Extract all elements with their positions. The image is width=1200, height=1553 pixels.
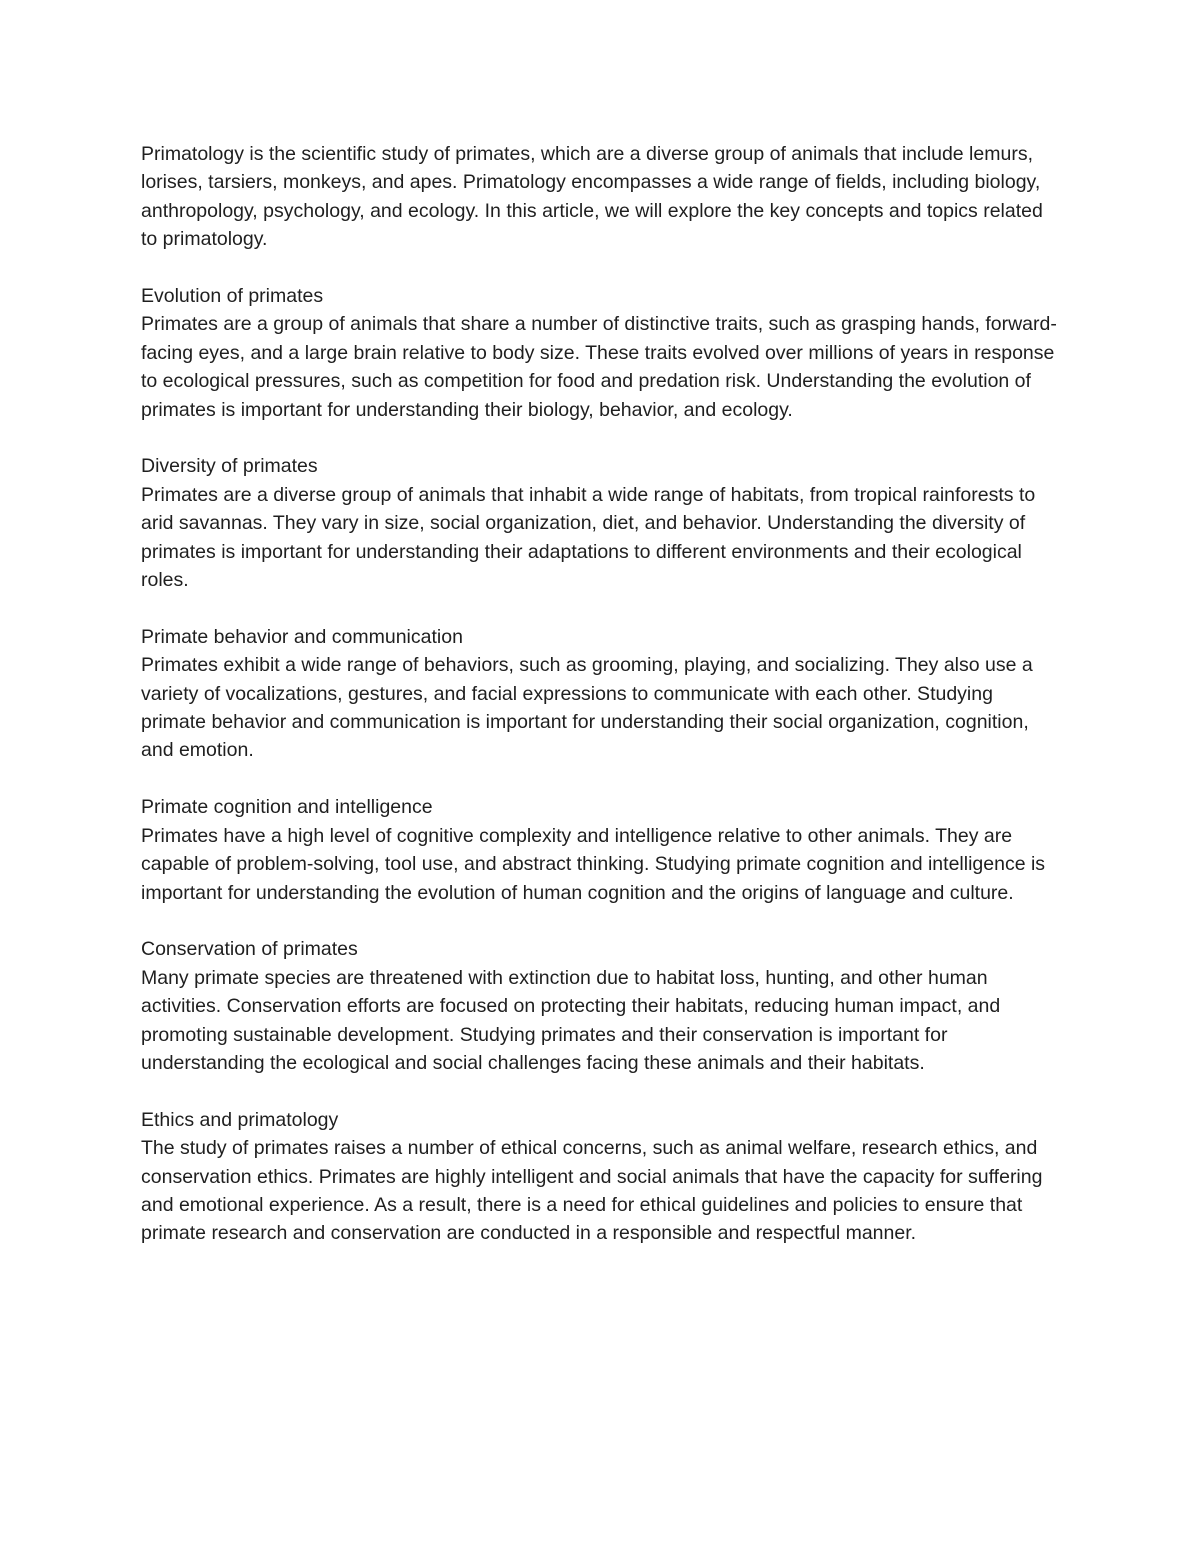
document-body [141, 140, 1061, 1276]
section-paragraph: The study of primates raises a number of ethical concerns, such as animal welfare, research ethics, and conservation ethics. Primates are highly intelligent and social animals that have the capacity for suffering and emotional experience. As a result, there is a need for ethical guidelines and policies to ensure that primate research and conservation are conducted in a responsible and respectful manner. [141, 1137, 1043, 1245]
section-cognition [141, 793, 1061, 907]
section-paragraph: Many primate species are threatened with extinction due to habitat loss, hunting, and other human activities. Conservation efforts are focused on protecting their habitats, reducing human impact, and promoting sustainable development. Studying primates and their conservation is important for understanding the ecological and social challenges facing these animals and their habitats. [141, 966, 1001, 1074]
section-heading: Diversity of primates [141, 455, 318, 478]
section-behavior [141, 623, 1061, 765]
section-heading: Primate cognition and intelligence [141, 796, 433, 819]
intro-paragraph: Primatology is the scientific study of primates, which are a diverse group of animals that include lemurs, lorises, tarsiers, monkeys, and apes. Primatology encompasses a wide range of fields, including biology, anthropology, psychology, and ecology. In this article, we will explore the key concepts and topics related to primatology. [141, 143, 1043, 251]
section-paragraph: Primates have a high level of cognitive complexity and intelligence relative to other animals. They are capable of problem-solving, tool use, and abstract thinking. Studying primate cognition and intelligence is important for understanding the evolution of human cognition and the origins of language and culture. [141, 824, 1046, 904]
section-heading: Conservation of primates [141, 938, 358, 961]
section-heading: Primate behavior and communication [141, 625, 463, 648]
section-paragraph: Primates exhibit a wide range of behaviors, such as grooming, playing, and socializing. They also use a variety of vocalizations, gestures, and facial expressions to communicate with each other. Studying primate behavior and communication is important for understanding their social organization, cognition, and emotion. [141, 654, 1033, 762]
section-conservation [141, 935, 1061, 1077]
section-ethics [141, 1106, 1061, 1248]
section-heading: Ethics and primatology [141, 1108, 339, 1131]
section-evolution [141, 282, 1061, 424]
section-diversity [141, 452, 1061, 594]
section-paragraph: Primates are a diverse group of animals that inhabit a wide range of habitats, from tropical rainforests to arid savannas. They vary in size, social organization, diet, and behavior. Understanding the diversity of primates is important for understanding their adaptations to different environments and their ecological roles. [141, 483, 1036, 592]
section-heading: Evolution of primates [141, 285, 324, 308]
section-paragraph: Primates are a group of animals that share a number of distinctive traits, such as grasping hands, forward-facing eyes, and a large brain relative to body size. These traits evolved over millions of years in response to ecological pressures, such as competition for food and predation risk. Understanding the evolution of primates is important for understanding their biology, behavior, and ecology. [141, 313, 1057, 421]
